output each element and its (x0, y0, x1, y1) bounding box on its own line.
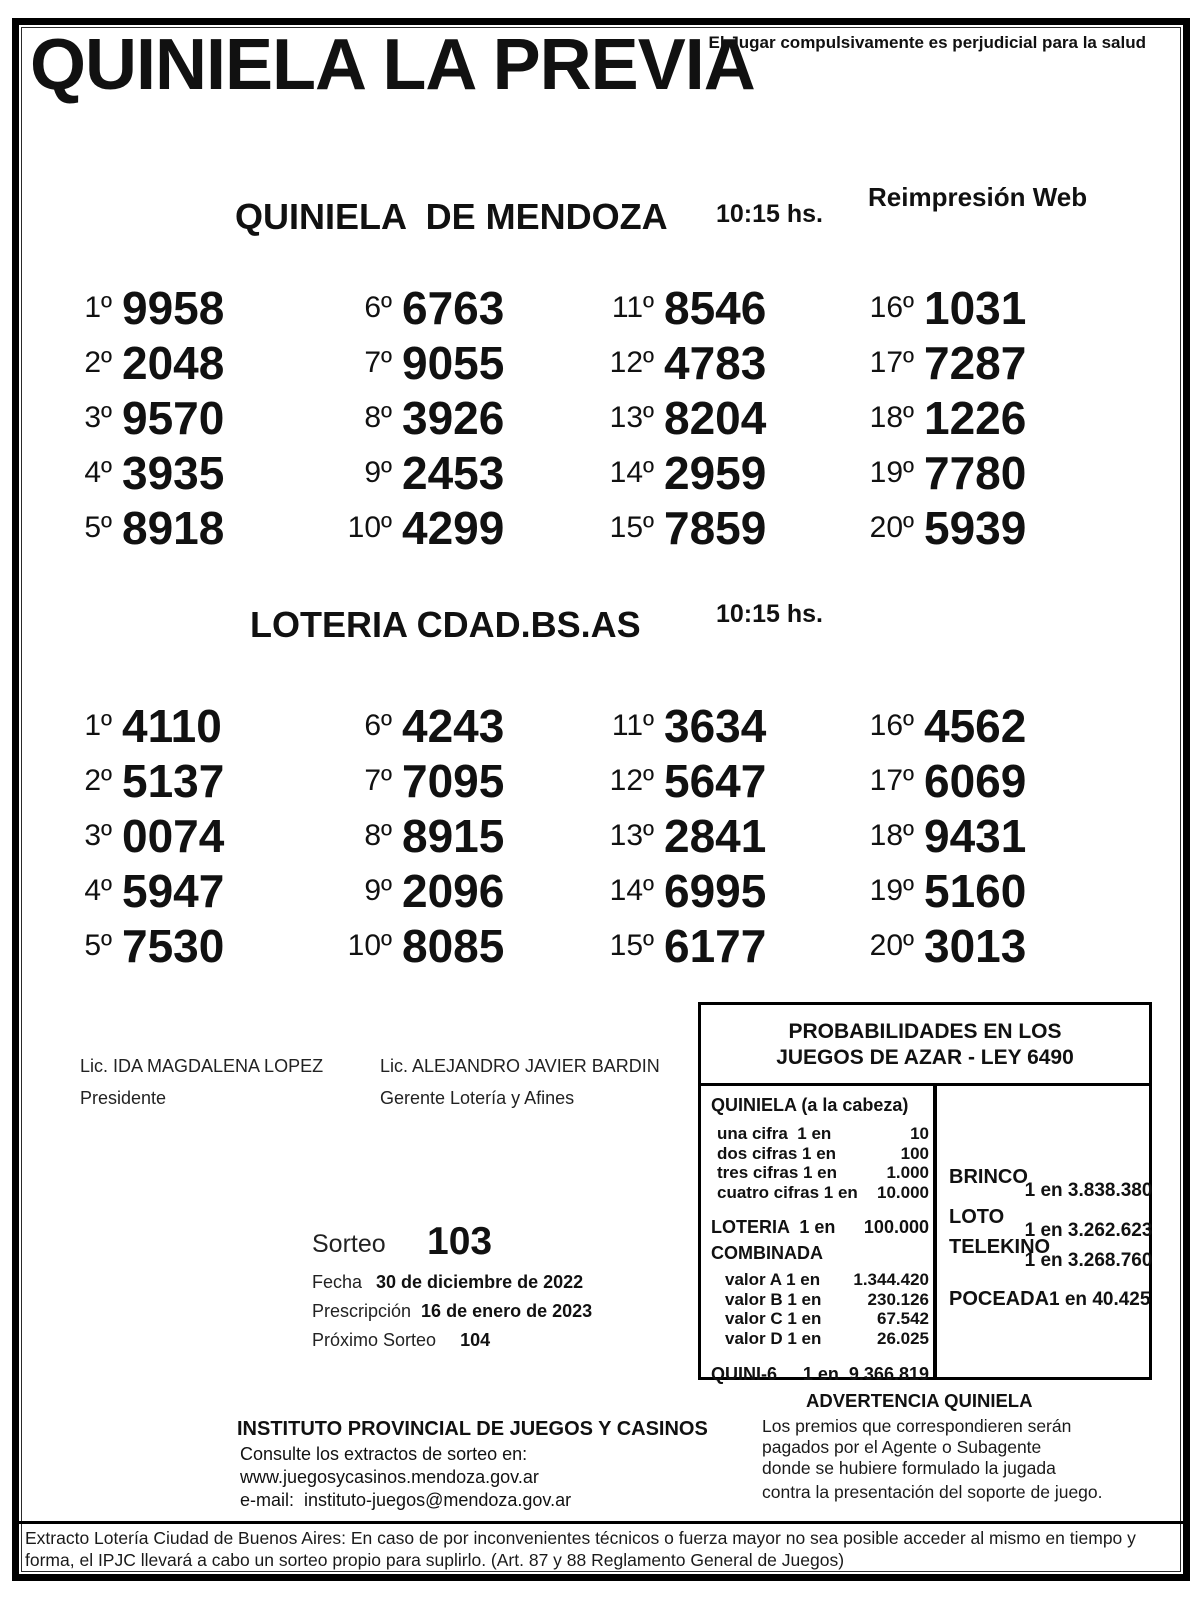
result-position: 18º (869, 400, 914, 434)
result-cell (60, 335, 340, 390)
result-position: 2º (84, 763, 112, 797)
result-number: 2959 (664, 446, 767, 499)
result-position: 5º (84, 510, 112, 544)
odds-label: dos cifras 1 en (717, 1143, 837, 1163)
result-cell (60, 445, 340, 500)
result-position: 14º (609, 873, 654, 907)
quini6-odds-row (711, 1363, 929, 1385)
mendoza-heading: QUINIELA DE MENDOZA (235, 196, 668, 237)
result-cell (602, 918, 862, 973)
result-number: 3013 (924, 919, 1027, 972)
result-cell (60, 500, 340, 555)
result-cell (862, 863, 1062, 918)
result-position: 10º (347, 928, 392, 962)
result-number: 7859 (664, 501, 767, 554)
sorteo-number: 103 (427, 1220, 493, 1263)
probabilities-title (701, 1005, 1149, 1086)
result-position: 7º (364, 763, 392, 797)
result-number: 3926 (402, 391, 505, 444)
institute-website: www.juegosycasinos.mendoza.gov.ar (240, 1467, 539, 1487)
prescripcion-label: Prescripción (312, 1301, 412, 1321)
signature-president-name: Lic. IDA MAGDALENA LOPEZ (80, 1056, 324, 1076)
result-cell (340, 698, 602, 753)
result-position: 6º (364, 290, 392, 324)
odds-label: valor D 1 en (725, 1328, 822, 1348)
result-number: 1226 (924, 391, 1027, 444)
result-position: 1º (84, 708, 112, 742)
result-cell (602, 500, 862, 555)
result-cell (340, 753, 602, 808)
result-position: 8º (364, 818, 392, 852)
probabilities-left-column (701, 1086, 937, 1384)
result-cell (862, 390, 1062, 445)
game-odds: 1 en 3.262.623 (1024, 1220, 1153, 1241)
mendoza-results-grid (60, 280, 1070, 555)
result-position: 9º (364, 873, 392, 907)
advertencia-line: Los premios que correspondieren serán (762, 1416, 1072, 1436)
loteria-odds-row (711, 1216, 929, 1238)
bsas-heading: LOTERIA CDAD.BS.AS (250, 604, 641, 645)
result-number: 7095 (402, 754, 505, 807)
odds-label: una cifra 1 en (717, 1124, 832, 1143)
footer-note-line1: Extracto Lotería Ciudad de Buenos Aires: En caso de por inconvenientes técnicos o fuerza mayor no sea posible acceder al mismo en tiempo y (25, 1528, 1136, 1548)
result-cell (340, 500, 602, 555)
sorteo-label: Sorteo (312, 1230, 386, 1258)
result-number: 9431 (924, 809, 1027, 862)
odds-value: 1.344.420 (853, 1270, 929, 1289)
probabilities-box (698, 1002, 1153, 1384)
result-cell (602, 753, 862, 808)
game-name: BRINCO (949, 1166, 1028, 1188)
odds-label: cuatro cifras 1 en (717, 1182, 858, 1202)
result-number: 8915 (402, 809, 505, 862)
game-name: POCEADA (949, 1288, 1050, 1310)
prescription-line (312, 1301, 592, 1322)
result-number: 8085 (402, 919, 505, 972)
result-position: 8º (364, 400, 392, 434)
result-position: 20º (869, 510, 914, 544)
result-cell (340, 918, 602, 973)
result-number: 8204 (664, 391, 767, 444)
result-position: 17º (869, 345, 914, 379)
result-number: 9055 (402, 336, 505, 389)
result-cell (340, 863, 602, 918)
result-position: 3º (84, 400, 112, 434)
result-number: 5947 (122, 864, 225, 917)
odds-value: 1.000 (886, 1163, 929, 1182)
result-cell (602, 335, 862, 390)
odds-row (711, 1309, 929, 1329)
odds-value: 100.000 (863, 1217, 929, 1237)
probabilities-title-line1: PROBABILIDADES EN LOS (788, 1020, 1062, 1043)
result-position: 10º (347, 510, 392, 544)
result-position: 13º (609, 400, 654, 434)
result-number: 5160 (924, 864, 1027, 917)
result-cell (340, 280, 602, 335)
game-odds: 1 en 40.425 (1049, 1289, 1151, 1310)
result-cell (60, 918, 340, 973)
result-cell (60, 390, 340, 445)
combinada-heading: COMBINADA (711, 1243, 823, 1263)
page-title: QUINIELA LA PREVIA (30, 25, 755, 105)
odds-row (711, 1124, 929, 1144)
result-cell (862, 500, 1062, 555)
result-number: 7780 (924, 446, 1027, 499)
result-number: 6177 (664, 919, 767, 972)
result-position: 12º (609, 763, 654, 797)
signature-manager-role: Gerente Lotería y Afines (380, 1088, 575, 1108)
result-cell (60, 753, 340, 808)
result-position: 11º (611, 708, 654, 742)
result-number: 9958 (122, 281, 225, 334)
fecha-label: Fecha (312, 1272, 363, 1292)
result-cell (602, 445, 862, 500)
result-cell (602, 808, 862, 863)
result-cell (862, 335, 1062, 390)
result-position: 17º (869, 763, 914, 797)
result-position: 16º (869, 708, 914, 742)
result-position: 2º (84, 345, 112, 379)
result-number: 5137 (122, 754, 225, 807)
odds-value: 67.542 (877, 1309, 929, 1328)
result-cell (340, 335, 602, 390)
odds-label: valor C 1 en (725, 1309, 822, 1328)
result-position: 3º (84, 818, 112, 852)
result-position: 19º (869, 455, 914, 489)
reprint-label: Reimpresión Web (868, 182, 1088, 212)
result-cell (602, 698, 862, 753)
result-cell (862, 808, 1062, 863)
result-cell (602, 390, 862, 445)
advertencia-text (762, 1416, 1103, 1503)
result-position: 12º (609, 345, 654, 379)
quiniela-odds-heading: QUINIELA (a la cabeza) (711, 1095, 909, 1115)
result-position: 4º (84, 455, 112, 489)
odds-row (711, 1163, 929, 1183)
game-odds: 1 en 3.838.380 (1024, 1180, 1153, 1201)
result-number: 4783 (664, 336, 767, 389)
odds-row (711, 1183, 929, 1203)
odds-label: tres cifras 1 en (717, 1163, 838, 1182)
result-number: 4243 (402, 699, 505, 752)
result-number: 5647 (664, 754, 767, 807)
fecha-value: 30 de diciembre de 2022 (376, 1272, 584, 1292)
signature-president-role: Presidente (80, 1088, 167, 1108)
advertencia-line: donde se hubiere formulado la jugada (762, 1458, 1056, 1478)
footer-divider (19, 1521, 1183, 1524)
advertencia-line: pagados por el Agente o Subagente (762, 1437, 1042, 1457)
combinada-odds-rows (711, 1270, 929, 1348)
result-position: 19º (869, 873, 914, 907)
result-position: 11º (611, 290, 654, 324)
result-number: 7530 (122, 919, 225, 972)
result-cell (862, 698, 1062, 753)
result-position: 1º (84, 290, 112, 324)
signature-manager-name: Lic. ALEJANDRO JAVIER BARDIN (380, 1056, 660, 1076)
result-number: 4110 (122, 699, 222, 752)
odds-value: 100 (900, 1143, 929, 1163)
result-cell (602, 280, 862, 335)
result-number: 3935 (122, 446, 225, 499)
footer-note-line2: forma, el IPJC llevará a cabo un sorteo propio para suplirlo. (Art. 87 y 88 Reglamento General de Juegos) (25, 1550, 845, 1570)
quiniela-odds-rows (711, 1124, 929, 1202)
result-position: 16º (869, 290, 914, 324)
result-number: 6763 (402, 281, 505, 334)
result-position: 14º (609, 455, 654, 489)
result-position: 20º (869, 928, 914, 962)
result-cell (862, 280, 1062, 335)
result-number: 4299 (402, 501, 505, 554)
institute-email: e-mail: instituto-juegos@mendoza.gov.ar (240, 1490, 572, 1510)
result-cell (340, 445, 602, 500)
health-warning: El Jugar compulsivamente es perjudicial para la salud (708, 33, 1146, 52)
result-number: 2048 (122, 336, 225, 389)
result-cell (340, 390, 602, 445)
bsas-draw-time: 10:15 hs. (716, 600, 824, 628)
result-number: 5939 (924, 501, 1027, 554)
result-number: 7287 (924, 336, 1027, 389)
result-number: 1031 (924, 281, 1027, 334)
result-cell (60, 698, 340, 753)
result-cell (862, 918, 1062, 973)
result-cell (862, 445, 1062, 500)
result-number: 6069 (924, 754, 1027, 807)
proximo-label: Próximo Sorteo (312, 1330, 437, 1350)
draw-date-line (312, 1272, 583, 1293)
result-number: 3634 (664, 699, 767, 752)
advertencia-title: ADVERTENCIA QUINIELA (806, 1390, 1033, 1411)
probabilities-body (701, 1086, 1153, 1384)
result-number: 0074 (122, 809, 225, 862)
advertencia-line: contra la presentación del soporte de juego. (762, 1482, 1103, 1502)
next-draw-line (312, 1330, 490, 1351)
odds-value: 26.025 (877, 1328, 929, 1348)
odds-row (711, 1290, 929, 1310)
result-position: 15º (609, 928, 654, 962)
result-cell (60, 863, 340, 918)
game-odds: 1 en 3.268.760 (1024, 1250, 1153, 1271)
result-position: 9º (364, 455, 392, 489)
result-position: 5º (84, 928, 112, 962)
odds-row (711, 1144, 929, 1164)
odds-row (711, 1329, 929, 1349)
result-number: 9570 (122, 391, 225, 444)
odds-label: valor B 1 en (725, 1289, 822, 1309)
result-cell (340, 808, 602, 863)
proximo-value: 104 (460, 1330, 491, 1350)
mendoza-draw-time: 10:15 hs. (716, 200, 824, 228)
result-cell (862, 753, 1062, 808)
odds-value: 10.000 (877, 1182, 929, 1202)
result-number: 2453 (402, 446, 505, 499)
game-name: TELEKINO (949, 1236, 1051, 1258)
poceada-odds (949, 1288, 1152, 1311)
result-number: 8918 (122, 501, 225, 554)
odds-value: 10 (910, 1124, 929, 1143)
result-position: 18º (869, 818, 914, 852)
result-number: 2841 (664, 809, 767, 862)
probabilities-title-line2: JUEGOS DE AZAR - LEY 6490 (776, 1046, 1074, 1069)
game-name: LOTO (949, 1206, 1005, 1228)
odds-value: 1 en 9.366.819 (802, 1364, 929, 1384)
result-number: 2096 (402, 864, 505, 917)
institute-name: INSTITUTO PROVINCIAL DE JUEGOS Y CASINOS (237, 1418, 708, 1440)
result-position: 4º (84, 873, 112, 907)
institute-consult-line: Consulte los extractos de sorteo en: (240, 1444, 528, 1464)
result-number: 6995 (664, 864, 767, 917)
odds-label: valor A 1 en (725, 1270, 821, 1289)
result-number: 4562 (924, 699, 1027, 752)
result-position: 7º (364, 345, 392, 379)
odds-label: QUINI-6 (711, 1364, 778, 1384)
result-cell (60, 280, 340, 335)
odds-value: 230.126 (867, 1289, 929, 1309)
odds-label: LOTERIA 1 en (711, 1217, 836, 1237)
prescripcion-value: 16 de enero de 2023 (421, 1301, 593, 1321)
result-position: 13º (609, 818, 654, 852)
brinco-odds (949, 1166, 1152, 1202)
result-position: 6º (364, 708, 392, 742)
result-number: 8546 (664, 281, 767, 334)
result-position: 15º (609, 510, 654, 544)
probabilities-right-column (937, 1086, 1158, 1377)
odds-row (711, 1270, 929, 1290)
result-cell (60, 808, 340, 863)
bsas-results-grid (60, 698, 1070, 973)
result-cell (602, 863, 862, 918)
